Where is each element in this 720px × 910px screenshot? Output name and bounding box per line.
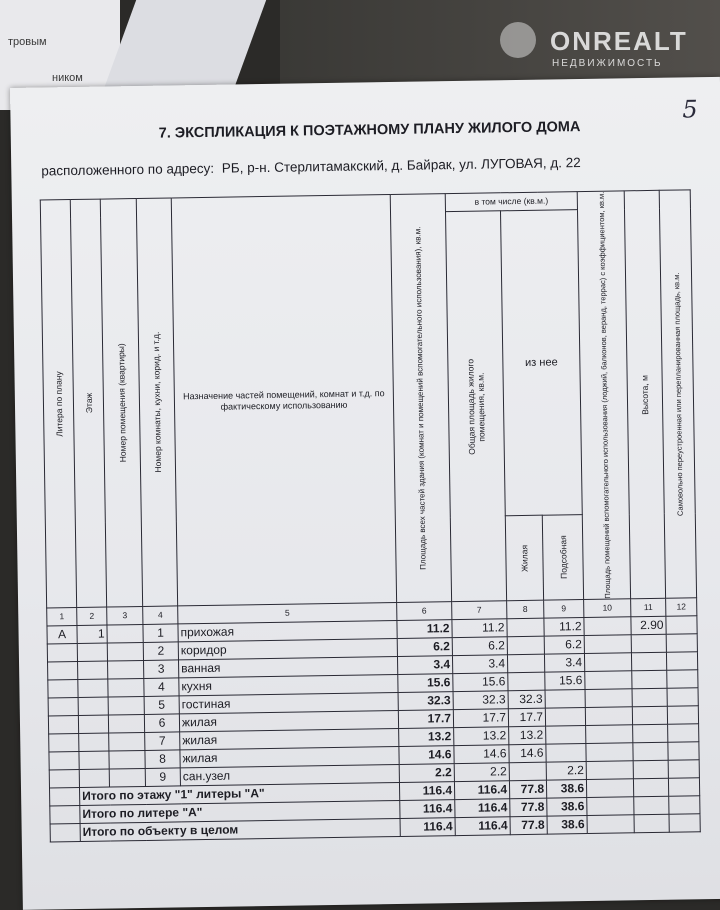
empty-cell [669,796,700,814]
empty-cell [633,778,668,797]
cell-unauthorized [667,688,698,706]
cell-room-name: коридор [178,639,397,660]
cell-area: 6.2 [397,638,452,657]
cell-room-name: жилая [180,728,399,749]
cell-auxiliary [584,617,631,636]
cell-litera [49,770,79,788]
cell-height [633,760,668,779]
cell-height: 2.90 [631,616,666,635]
cell-total-area: 32.3 [453,691,508,710]
empty-cell [50,824,80,842]
total-area: 116.4 [400,800,455,819]
cell-area: 15.6 [398,674,453,693]
watermark-subtitle: НЕДВИЖИМОСТЬ [552,58,663,69]
cell-living-area: 13.2 [509,726,546,745]
address-label: расположенного по адресу: [41,160,215,179]
cell-total-area: 6.2 [452,637,507,656]
cell-floor: 1 [77,625,107,643]
header-living: Жилая [519,544,530,572]
cell-height [632,688,667,707]
header-floor: Этаж [83,393,94,414]
cell-unauthorized [668,724,699,742]
total-aux-area: 38.6 [546,780,586,799]
cell-litera [48,680,78,698]
cell-room-number: 5 [144,696,179,715]
cell-room-name: жилая [180,746,399,767]
empty-cell [587,797,634,816]
cell-unauthorized [666,616,697,634]
cell-aux-area: 11.2 [544,618,584,637]
cell-room-number: 4 [144,678,179,697]
cell-room-number: 9 [145,768,180,787]
header-cell [171,195,396,606]
cell-living-area [508,672,545,691]
cell-unauthorized [668,760,699,778]
cell-room-name: гостиная [179,692,398,713]
empty-cell [50,806,80,824]
cell-floor [78,679,108,697]
cell-litera [48,698,78,716]
column-number: 2 [77,607,107,625]
header-aux: Подсобная [557,535,569,580]
header-group: в том числе (кв.м.) [445,192,577,212]
total-total-area: 116.4 [454,781,509,800]
cell-apartment [109,768,145,787]
cell-unauthorized [666,634,697,652]
cell-area: 17.7 [398,710,453,729]
cell-unauthorized [668,742,699,760]
header-area-all: Площадь всех частей здания (комнат и помещений вспомогательного использования), кв.м. [413,226,428,570]
cell-auxiliary [586,761,633,780]
total-area: 116.4 [400,818,455,837]
cell-height [633,724,668,743]
cell-room-number: 3 [144,660,179,679]
cell-height [632,706,667,725]
column-number: 9 [544,600,584,619]
cell-aux-area: 3.4 [544,654,584,673]
cell-litera [49,734,79,752]
cell-apartment [107,642,143,661]
cell-room-name: жилая [179,710,398,731]
column-number: 5 [178,603,397,624]
header-cell [505,515,543,600]
cell-total-area: 13.2 [454,727,509,746]
column-number: 4 [143,606,178,625]
cell-height [631,652,666,671]
empty-cell [634,796,669,815]
cell-apartment [108,660,144,679]
cell-total-area: 2.2 [454,763,509,782]
cell-area: 32.3 [398,692,453,711]
total-living-area: 77.8 [509,780,546,799]
cell-area: 14.6 [399,746,454,765]
total-label: Итого по литере "А" [80,800,400,823]
cell-total-area: 3.4 [452,655,507,674]
cell-aux-area [546,744,586,763]
cell-unauthorized [667,706,698,724]
cell-litera [47,644,77,662]
cell-area: 11.2 [397,620,452,639]
cell-living-area [507,636,544,655]
column-number: 6 [397,602,452,621]
cell-room-name: ванная [179,656,398,677]
address-line [41,155,581,178]
cell-litera [48,716,78,734]
cell-apartment [108,696,144,715]
cell-room-number: 6 [144,714,179,733]
column-number: 3 [107,606,143,625]
header-room-number: Номер комнаты, кухни, корид. и т.д. [150,331,164,473]
cell-floor [77,643,107,661]
cell-floor [78,661,108,679]
cell-area: 13.2 [399,728,454,747]
document-sheet [10,77,720,910]
header-purpose: Назначение частей помещений, комнат и т.д. по фактическому использованию [182,387,385,412]
header-apartment: Номер помещения (квартиры) [115,343,128,463]
cell-aux-area: 2.2 [546,762,586,781]
total-total-area: 116.4 [455,817,510,836]
empty-cell [586,779,633,798]
cell-floor [79,751,109,769]
cell-living-area [507,654,544,673]
cell-auxiliary [586,743,633,762]
total-living-area: 77.8 [510,816,547,835]
cell-living-area [507,618,544,637]
cell-total-area: 14.6 [454,745,509,764]
explication-table [40,189,701,842]
cell-auxiliary [584,635,631,654]
cell-unauthorized [666,652,697,670]
cell-room-name: сан.узел [180,764,399,785]
total-aux-area: 38.6 [547,798,587,817]
cell-litera [49,752,79,770]
column-number: 11 [631,598,666,617]
cell-auxiliary [585,707,632,726]
cell-living-area [509,762,546,781]
cell-total-area: 11.2 [452,619,507,638]
total-area: 116.4 [399,782,454,801]
cell-floor [79,769,109,787]
cell-living-area: 17.7 [508,708,545,727]
empty-cell [634,814,669,833]
cell-living-area: 32.3 [508,690,545,709]
header-cell [445,211,506,602]
cell-height [631,634,666,653]
cell-room-number: 8 [145,750,180,769]
cell-auxiliary [585,689,632,708]
cell-litera [48,662,78,680]
cell-apartment [108,678,144,697]
cell-apartment [108,714,144,733]
header-cell [542,515,583,600]
background-text: ником [52,72,83,84]
header-cell [577,191,630,600]
header-unauthorized: Самовольно переустроенная или перепланированная площадь, кв.м. [671,272,685,516]
empty-cell [587,815,634,834]
total-total-area: 116.4 [455,799,510,818]
watermark-name: ONREALT [550,26,688,56]
cell-unauthorized [667,670,698,688]
total-aux-area: 38.6 [547,816,587,835]
column-number: 7 [452,601,507,620]
cell-total-area: 17.7 [453,709,508,728]
cell-room-number: 7 [145,732,180,751]
cell-room-name: кухня [179,674,398,695]
page-number: 5 [682,95,698,124]
cell-floor [78,697,108,715]
cell-aux-area [545,708,585,727]
column-number: 8 [507,600,544,619]
cell-floor [78,715,108,733]
cell-aux-area [545,690,585,709]
cell-room-number: 2 [143,642,178,661]
cell-apartment [109,732,145,751]
header-total-living: Общая площадь жилого помещения, кв.м. [465,358,487,455]
cell-room-name: прихожая [178,621,397,642]
total-label: Итого по объекту в целом [80,818,400,841]
column-number: 12 [666,598,697,616]
column-number: 1 [47,608,77,626]
cell-aux-area [546,726,586,745]
address-value: РБ, р-н. Стерлитамакский, д. Байрак, ул. ЛУГОВАЯ, д. 22 [221,155,581,176]
cell-area: 3.4 [397,656,452,675]
cell-living-area: 14.6 [509,744,546,763]
header-height: Высота, м [639,374,651,415]
cell-height [633,742,668,761]
table-body [47,616,700,842]
cell-height [632,670,667,689]
watermark-logo-icon [500,22,536,58]
cell-aux-area: 6.2 [544,636,584,655]
header-cell [390,194,451,603]
cell-total-area: 15.6 [453,673,508,692]
cell-apartment [109,750,145,769]
header-row [40,190,690,218]
cell-aux-area: 15.6 [545,672,585,691]
cell-floor [79,733,109,751]
cell-room-number: 1 [143,624,178,643]
cell-auxiliary [585,671,632,690]
cell-apartment [107,624,143,643]
column-number: 10 [584,599,631,618]
header-cell [659,190,696,598]
cell-litera: А [47,626,77,644]
background-text: тровым [8,36,47,48]
empty-cell [668,778,699,796]
cell-area: 2.2 [399,764,454,783]
total-label: Итого по этажу "1" литеры "А" [79,782,399,805]
header-litera: Литера по плану [52,370,64,437]
empty-cell [669,814,700,832]
header-auxiliary: Площадь помещений вспомогательного использования (лоджий, балконов, веранд, террас) с коэффициентом, кв.м. [596,191,612,599]
cell-auxiliary [586,725,633,744]
header-subgroup: из нее [500,210,582,516]
total-living-area: 77.8 [510,798,547,817]
document-title: 7. ЭКСПЛИКАЦИЯ К ПОЭТАЖНОМУ ПЛАНУ ЖИЛОГО ДОМА [158,119,581,142]
cell-auxiliary [584,653,631,672]
empty-cell [49,788,79,806]
